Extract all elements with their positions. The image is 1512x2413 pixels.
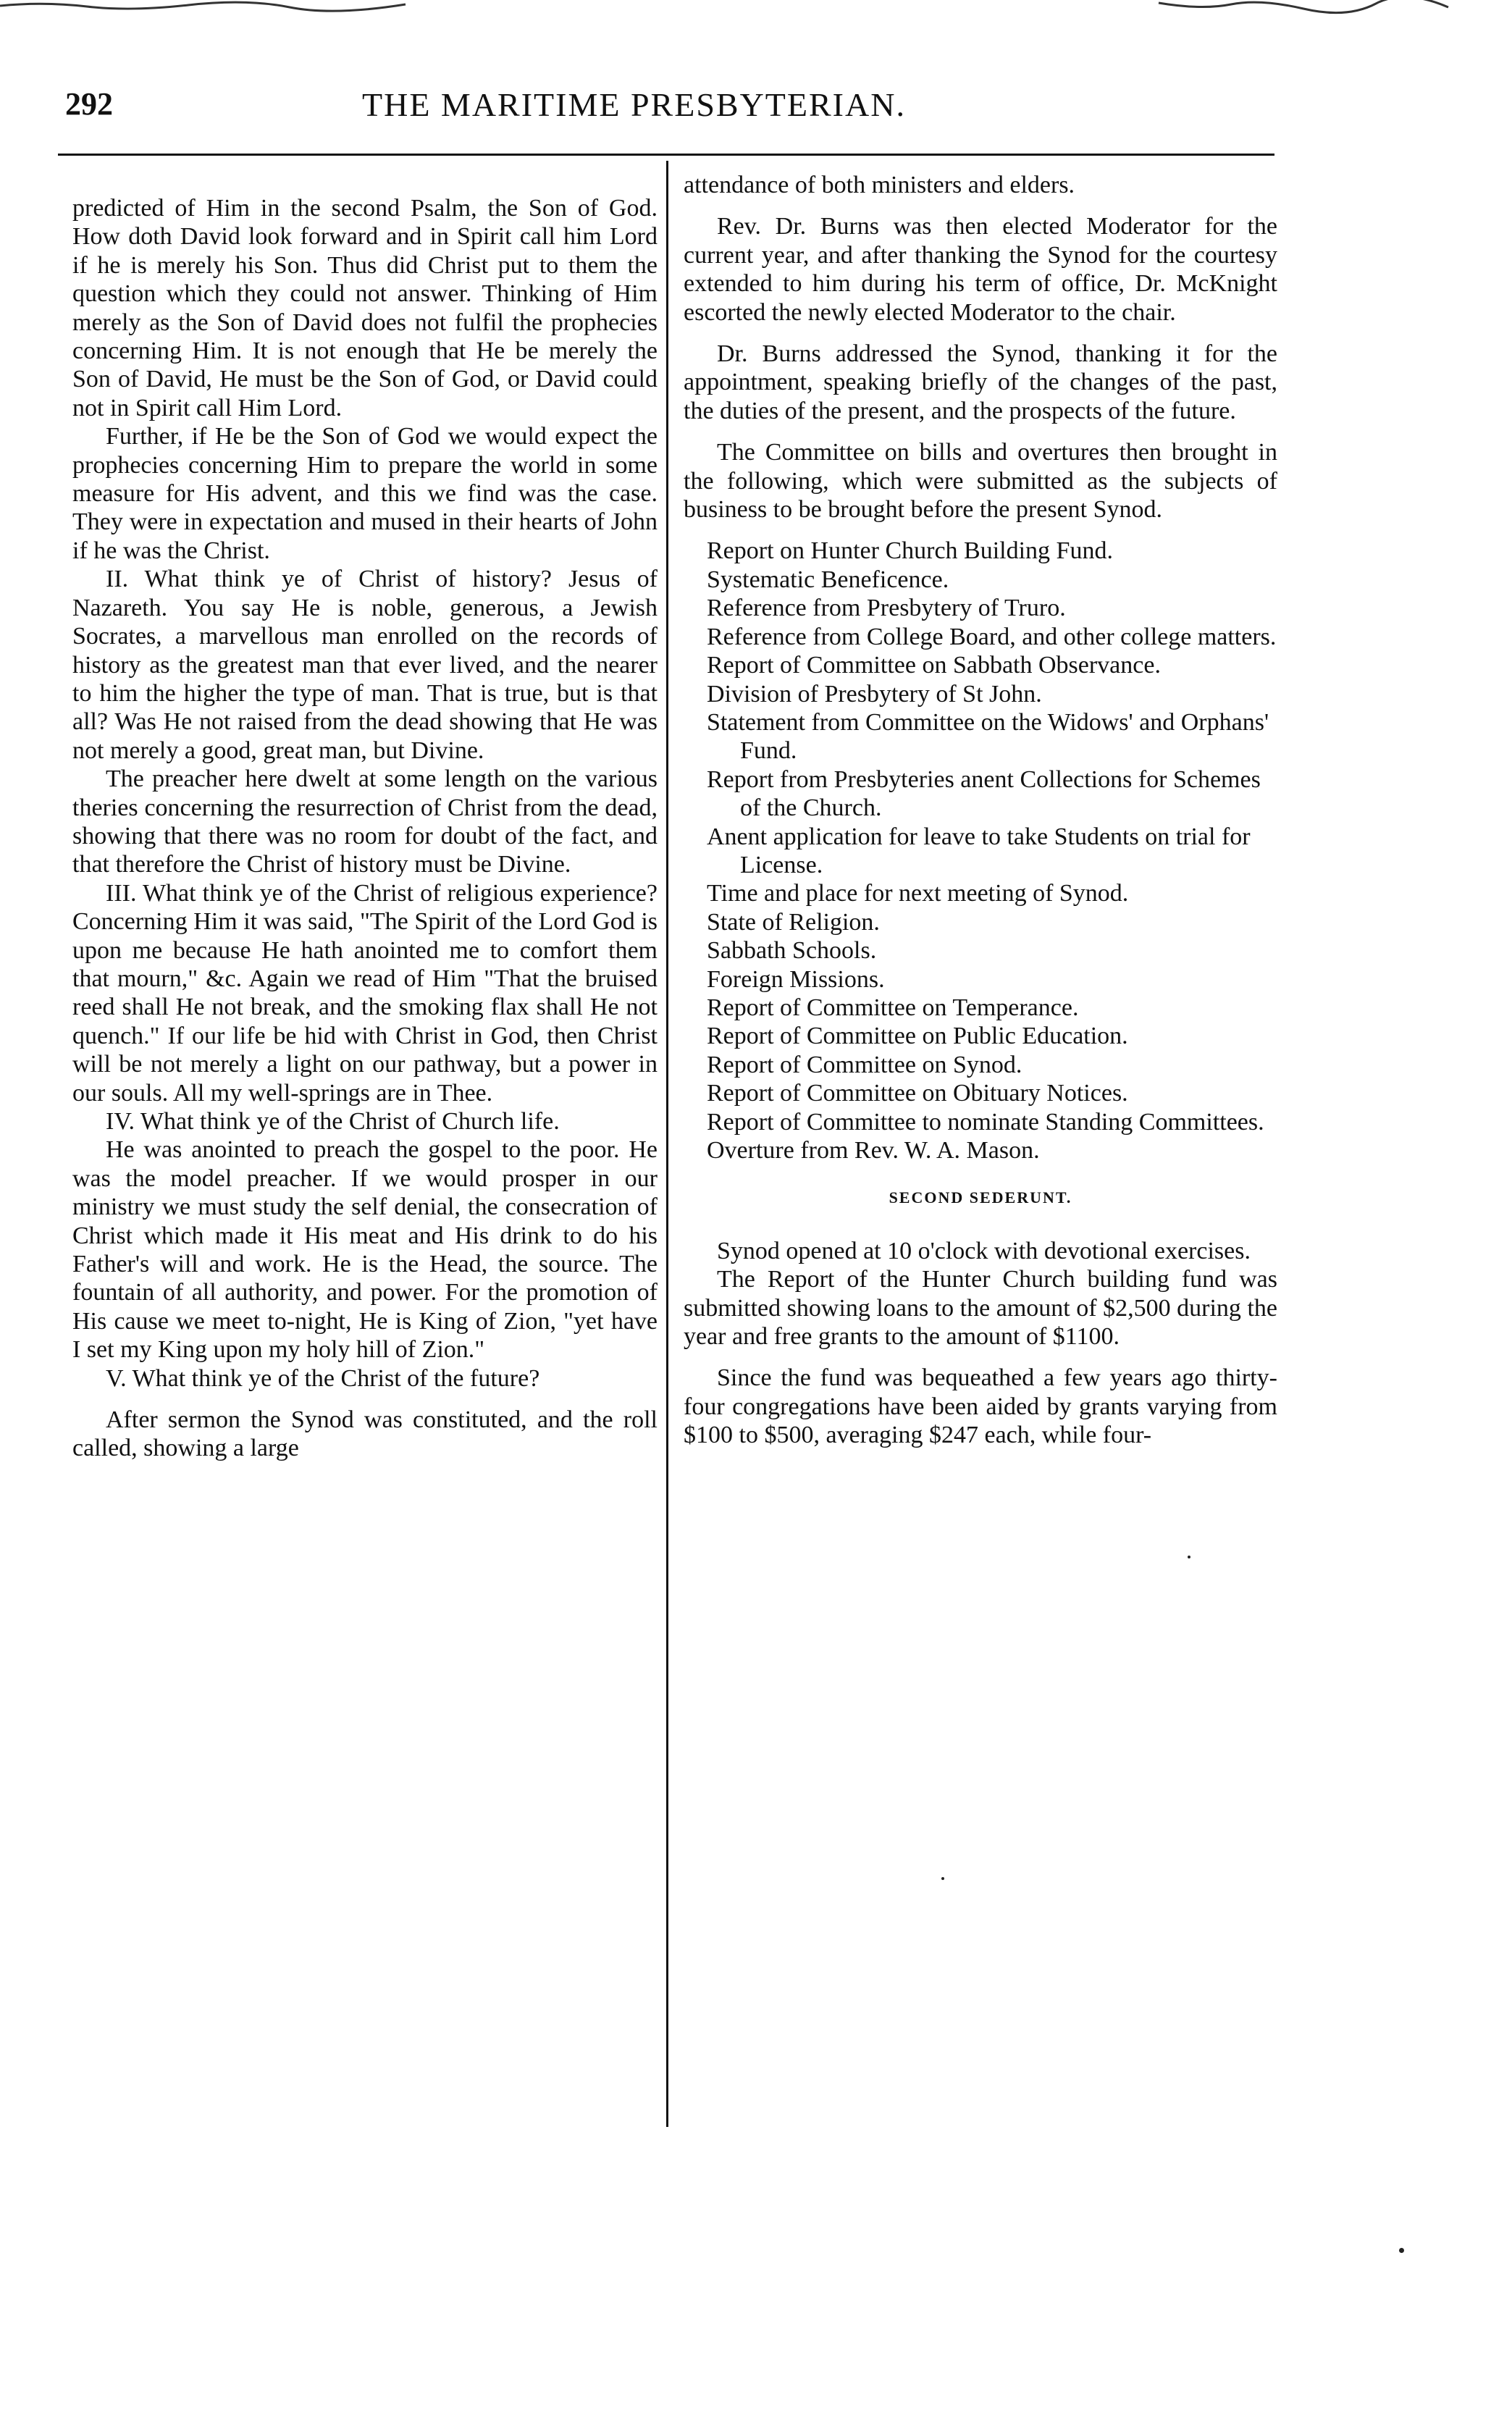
paragraph: IV. What think ye of the Christ of Church life.	[106, 1108, 560, 1135]
business-item: Anent application for leave to take Students on trial for License.	[707, 823, 1251, 878]
page-header	[65, 85, 1267, 151]
torn-top-edge	[0, 0, 1512, 16]
business-item: Systematic Beneficence.	[707, 566, 949, 593]
business-item: Report of Committee on Temperance.	[707, 994, 1079, 1021]
paragraph: II. What think ye of Christ of history? Jesus of Nazareth. You say He is noble, generous, a Jewish Socrates, a marvellous man enrolled on the records of history as the greatest man that ever lived, and the nearer to him the higher the type of man. That is true, but is that all? Was He not raised from the dead showing that He was not merely a good, great man, but Divine.	[72, 566, 658, 764]
business-item: State of Religion.	[707, 908, 880, 936]
paragraph: V. What think ye of the Christ of the future?	[106, 1364, 540, 1392]
business-item: Foreign Missions.	[707, 965, 885, 993]
business-item: Statement from Committee on the Widows' and Orphans' Fund.	[707, 708, 1269, 765]
business-item: Report of Committee on Obituary Notices.	[707, 1080, 1128, 1107]
business-item: Report of Committee to nominate Standing Committees.	[707, 1108, 1264, 1136]
business-item: Report on Hunter Church Building Fund.	[707, 537, 1113, 565]
paragraph: Rev. Dr. Burns was then elected Moderator for the current year, and after thanking the Synod for the courtesy extended to him during his term of office, Dr. McKnight escorted the newly elected Moderator to the chair.	[684, 213, 1277, 326]
column-rule	[666, 161, 668, 2127]
business-item: Report of Committee on Synod.	[707, 1051, 1022, 1078]
paragraph: III. What think ye of the Christ of religious experience? Concerning Him it was said, "The Spirit of the Lord God is upon me because He hath anointed me to comfort them that mourn," &c. Again we read of Him "That the bruised reed shall He not break, and the smoking flax shall He not quench." If our life be hid with Christ in God, then Christ will be not merely a light on our pathway, but a power in our souls. All my well-springs are in Thee.	[72, 879, 658, 1107]
business-item: Report of Committee on Sabbath Observance.	[707, 652, 1161, 679]
right-column	[684, 171, 1277, 1450]
ink-speck	[941, 1877, 944, 1880]
business-item: Reference from College Board, and other college matters.	[707, 623, 1277, 650]
business-item: Report of Committee on Public Education.	[707, 1023, 1128, 1050]
paragraph: The Committee on bills and overtures then brought in the following, which were submitted as the subjects of business to be brought before the present Synod.	[684, 439, 1277, 524]
paragraph: Synod opened at 10 o'clock with devotional exercises.	[717, 1237, 1251, 1264]
paragraph: Dr. Burns addressed the Synod, thanking it for the appointment, speaking briefly of the changes of the past, the duties of the present, and the prospects of the future.	[684, 340, 1277, 424]
paragraph: predicted of Him in the second Psalm, the Son of God. How doth David look forward and in Spirit call him Lord if he is merely his Son. Thus did Christ put to them the question which they could not answer. Thinking of Him merely as the Son of David does not fulfil the prophecies concerning Him. It is not enough that He be merely the Son of David, He must be the Son of God, or David could not in Spirit call Him Lord.	[72, 195, 658, 421]
page-number: 292	[65, 86, 113, 122]
ink-speck	[1399, 2248, 1404, 2253]
paragraph: He was anointed to preach the gospel to the poor. He was the model preacher. If we would prosper in our ministry we must study the self denial, the consecration of Christ which made it His meat and His drink to do his Father's will and work. He is the Head, the source. The fountain of all authority, and power. For the promotion of His cause we meet to-night, He is King of Zion, "yet have I set my King upon my holy hill of Zion."	[72, 1136, 658, 1364]
paragraph: Further, if He be the Son of God we would expect the prophecies concerning Him to prepare the world in some measure for His advent, and this we find was the case. They were in expectation and mused in their hearts of John if he was the Christ.	[72, 423, 658, 564]
running-head: THE MARITIME PRESBYTERIAN.	[362, 86, 906, 123]
left-column	[72, 194, 658, 1463]
business-item: Reference from Presbytery of Truro.	[707, 595, 1066, 622]
section-heading: SECOND SEDERUNT.	[889, 1188, 1072, 1207]
paragraph: attendance of both ministers and elders.	[684, 172, 1075, 198]
ink-speck	[1188, 1556, 1190, 1558]
header-rule	[58, 154, 1274, 156]
paragraph: Since the fund was bequeathed a few years ago thirty-four congregations have been aided by grants varying from $100 to $500, averaging $247 each, while four-	[684, 1364, 1277, 1449]
business-item: Sabbath Schools.	[707, 937, 877, 965]
paragraph: The Report of the Hunter Church building fund was submitted showing loans to the amount of $2,500 during the year and free grants to the amount of $1100.	[684, 1266, 1277, 1351]
paragraph: The preacher here dwelt at some length on the various theries concerning the resurrection of Christ from the dead, showing that there was no room for doubt of the fact, and that therefore the Christ of history must be Divine.	[72, 765, 658, 878]
business-item: Report from Presbyteries anent Collections for Schemes of the Church.	[707, 765, 1261, 822]
business-item: Time and place for next meeting of Synod.	[707, 880, 1129, 907]
business-item: Overture from Rev. W. A. Mason.	[707, 1137, 1040, 1164]
business-item: Division of Presbytery of St John.	[707, 680, 1042, 708]
paragraph: After sermon the Synod was constituted, and the roll called, showing a large	[72, 1406, 658, 1462]
